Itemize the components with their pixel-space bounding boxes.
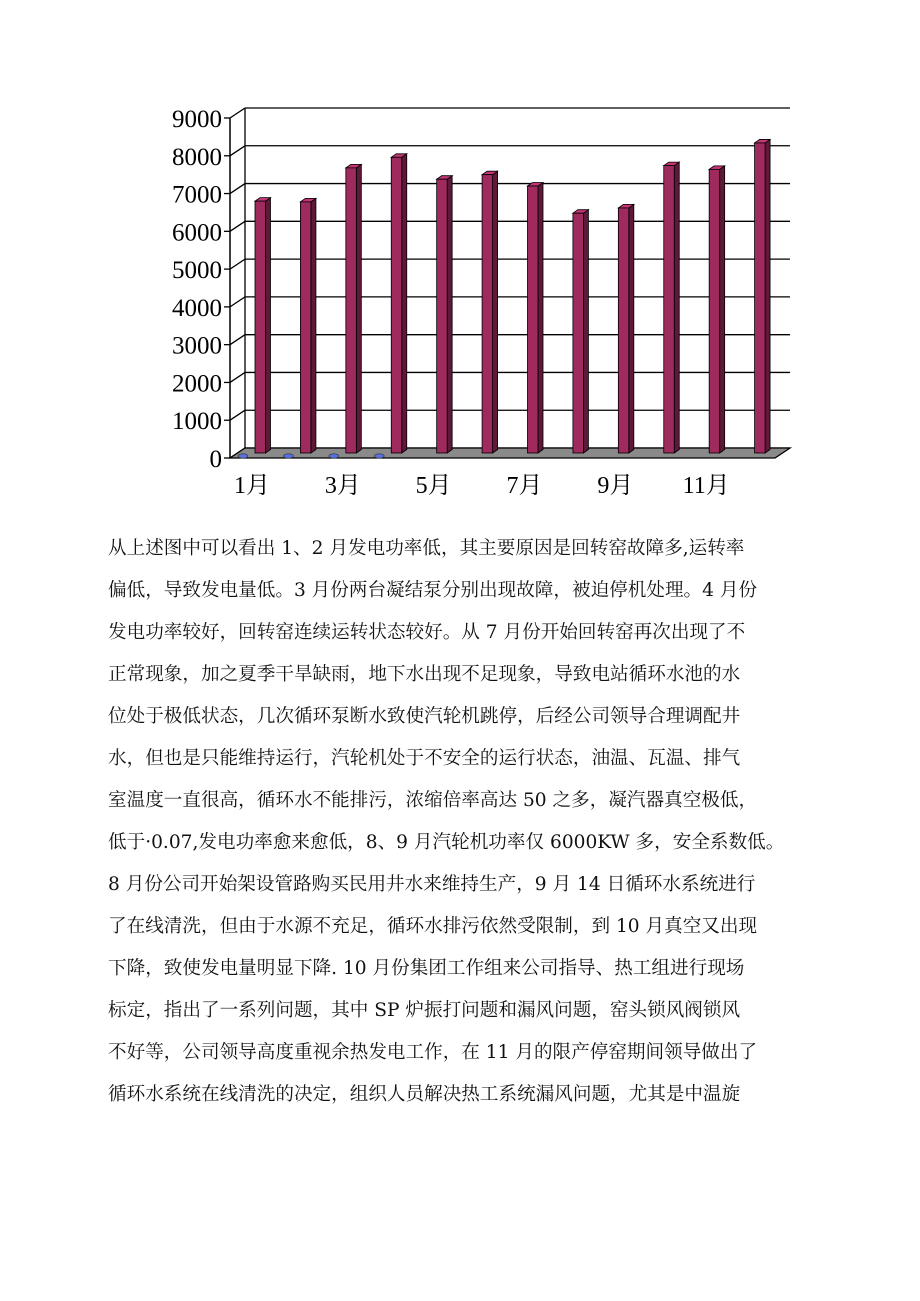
side-wall-gridline — [230, 184, 245, 194]
bar-series-back-front — [528, 186, 539, 453]
paragraph-line: 8 月份公司开始架设管路购买民用井水来维持生产，9 月 14 日循环水系统进行 — [108, 874, 756, 895]
bar-series-front — [374, 454, 384, 458]
paragraph-line: 发电功率较好，回转窑连续运转状态较好。从 7 月份开始回转窑再次出现了不 — [108, 622, 746, 643]
bar-series-front — [238, 454, 248, 458]
x-tick-label: 3月 — [324, 473, 361, 499]
side-wall-gridline — [230, 259, 245, 269]
y-tick-label: 0 — [209, 446, 222, 473]
bar-series-back-front — [709, 169, 720, 453]
bar-series-back — [437, 176, 453, 453]
x-tick-label: 11月 — [682, 473, 730, 499]
bar-series-back-front — [437, 179, 448, 453]
bar-series-front — [329, 454, 339, 458]
bar-series-back-front — [300, 202, 311, 453]
bar-series-back-side — [493, 171, 498, 453]
y-tick-label: 5000 — [172, 257, 222, 285]
paragraph-line: 正常现象，加之夏季干旱缺雨，地下水出现不足现象，导致电站循环水池的水 — [108, 664, 741, 685]
x-tick-label: 9月 — [597, 473, 634, 499]
bar-series-back-side — [674, 162, 679, 453]
bar-series-back — [618, 204, 634, 453]
side-wall-gridline — [230, 335, 245, 345]
paragraph-line: 偏低，导致发电量低。3 月份两台凝结泵分别出现故障，被迫停机处理。4 月份 — [108, 580, 758, 601]
paragraph-line: 下降，致使发电量明显下降. 10 月份集团工作组来公司指导、热工组进行现场 — [108, 958, 745, 979]
bar-series-back — [391, 154, 407, 453]
bar-series-back-front — [482, 175, 493, 453]
side-wall-gridline — [230, 297, 245, 307]
bar-series-back-front — [346, 168, 357, 453]
bar-series-back — [482, 171, 498, 453]
bar-series-back — [573, 210, 589, 453]
y-tick-label: 3000 — [172, 332, 222, 360]
bar-series-front — [283, 454, 293, 458]
bar-series-back-front — [618, 208, 629, 453]
x-tick-label: 1月 — [234, 473, 270, 499]
power-bar-chart — [0, 0, 920, 520]
bar-series-back-side — [447, 176, 452, 453]
paragraph-line: 室温度一直很高，循环水不能排污，浓缩倍率高达 50 之多，凝汽器真空极低， — [108, 790, 758, 811]
bar-series-back-front — [755, 143, 766, 453]
y-tick-label: 9000 — [172, 106, 222, 133]
y-tick-label: 1000 — [172, 408, 222, 436]
bar-series-back-side — [538, 183, 543, 454]
y-tick-label: 7000 — [172, 181, 222, 209]
bar-series-back-front — [664, 166, 675, 453]
bar-series-back — [255, 198, 271, 453]
bar-series-back-side — [765, 139, 770, 453]
x-tick-label: 7月 — [506, 473, 543, 499]
bar-series-back-front — [255, 201, 266, 453]
bar-series-back-front — [573, 213, 584, 453]
paragraph-line: 不好等，公司领导高度重视余热发电工作，在 11 月的限产停窑期间领导做出了 — [108, 1042, 758, 1063]
bar-series-back-side — [720, 166, 725, 453]
paragraph-line: 水，但也是只能维持运行，汽轮机处于不安全的运行状态，油温、瓦温、排气 — [108, 748, 741, 769]
side-wall-gridline — [230, 108, 245, 118]
paragraph-line: 低于·0.07,发电功率愈来愈低，8、9 月汽轮机功率仅 6000KW 多，安全系数低。 — [108, 832, 785, 853]
bar-series-back — [300, 198, 316, 453]
side-wall-gridline — [230, 410, 245, 420]
y-tick-label: 2000 — [172, 370, 222, 398]
chart-back-wall — [245, 108, 790, 448]
bar-series-back-side — [311, 198, 316, 453]
paragraph-line: 位处于极低状态，几次循环泵断水致使汽轮机跳停，后经公司领导合理调配井 — [108, 706, 741, 727]
bar-series-back — [346, 164, 362, 453]
bar-series-back — [528, 183, 544, 454]
bar-series-back-side — [266, 198, 271, 453]
bar-series-back-side — [583, 210, 588, 453]
paragraph-line: 标定，指出了一系列问题，其中 SP 炉振打问题和漏风问题，窑头锁风阀锁风 — [108, 1000, 741, 1021]
bar-series-back-side — [629, 204, 634, 453]
side-wall-gridline — [230, 146, 245, 156]
document-body — [108, 528, 798, 1116]
paragraph-line: 从上述图中可以看出 1、2 月发电功率低，其主要原因是回转窑故障多,运转率 — [108, 538, 745, 559]
x-tick-label: 5月 — [415, 473, 452, 499]
y-tick-label: 8000 — [172, 143, 222, 171]
bar-series-back-front — [391, 157, 402, 453]
paragraph-line: 循环水系统在线清洗的决定，组织人员解决热工系统漏风问题，尤其是中温旋 — [108, 1084, 741, 1105]
side-wall-gridline — [230, 372, 245, 382]
paragraph-line: 了在线清洗，但由于水源不充足，循环水排污依然受限制，到 10 月真空又出现 — [108, 916, 758, 937]
bar-series-back — [664, 162, 680, 453]
y-tick-label: 6000 — [172, 219, 222, 247]
y-tick-label: 4000 — [172, 294, 222, 322]
bar-series-back-side — [356, 164, 361, 453]
bar-series-back — [755, 139, 771, 453]
bar-series-back — [709, 166, 725, 453]
side-wall-gridline — [230, 221, 245, 231]
bar-series-back-side — [402, 154, 407, 453]
